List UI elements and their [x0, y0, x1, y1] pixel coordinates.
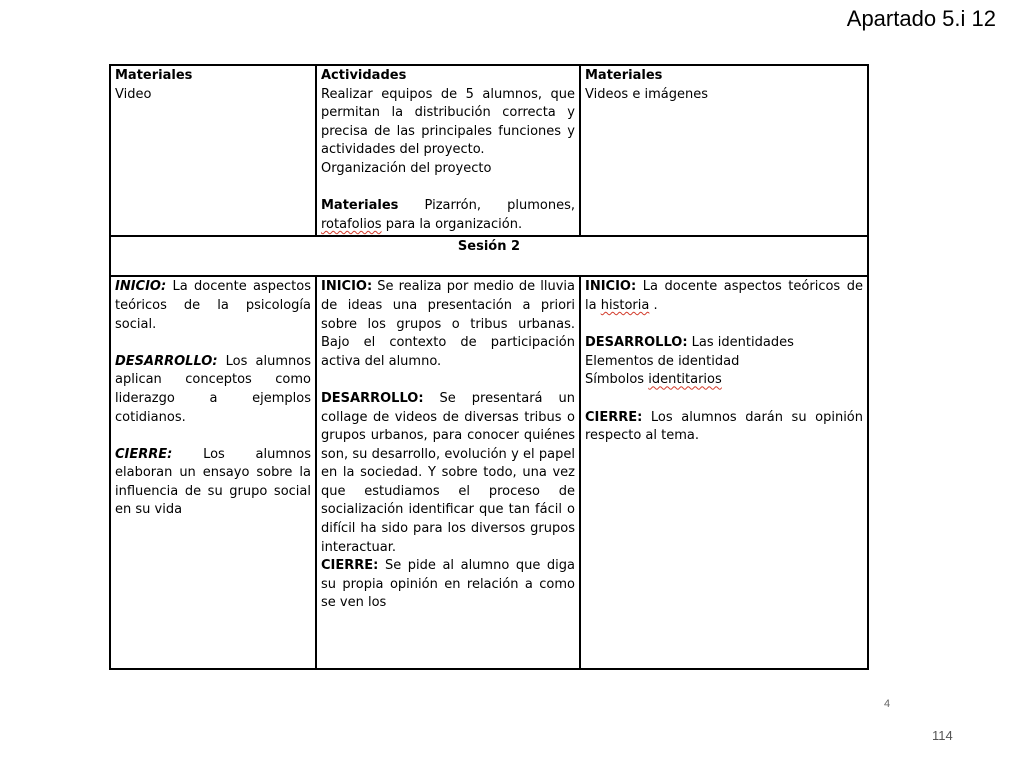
- document-page-marker: 4: [884, 698, 891, 710]
- col3-desarrollo-text: Las identidades: [691, 335, 794, 351]
- col3-inicio-end: .: [653, 297, 658, 313]
- col2-inicio: [321, 278, 575, 371]
- col3-line2: Elementos de identidad: [585, 353, 740, 369]
- materials-heading-3: Materiales: [585, 68, 663, 83]
- col1-inicio-label: INICIO:: [115, 279, 167, 295]
- col3-line3-text: Símbolos: [585, 372, 645, 388]
- col1-cierre-text: Los alumnos elaboran un ensayo sobre la influencia de su grupo social en su vida: [115, 446, 311, 518]
- lesson-plan-table: [109, 64, 869, 670]
- col3-cierre-label: CIERRE:: [585, 409, 643, 425]
- col2-cierre: [321, 557, 575, 613]
- activities-materials-word: rotafolios: [321, 216, 382, 232]
- activities-line2: Organización del proyecto: [321, 160, 492, 176]
- col3-line3-word: identitarios: [648, 372, 722, 388]
- col3-line3: [585, 371, 863, 390]
- col2-cierre-label: CIERRE:: [321, 558, 379, 574]
- col3-cierre: [585, 409, 863, 446]
- col2-inicio-text: Se realiza por medio de lluvia de ideas una presentación a priori sobre los grupos o tribus urbanas. Bajo el contexto de participación activa del alumno.: [321, 279, 575, 369]
- materials-row: [110, 65, 868, 236]
- col1-cierre: [115, 446, 311, 520]
- activities-heading: Actividades: [321, 68, 407, 83]
- materials-value: Video: [115, 86, 152, 102]
- col1-inicio-text: La docente aspectos teóricos de la psicología social.: [115, 279, 311, 332]
- slide-page-number: 114: [932, 728, 953, 743]
- col3-inicio-label: INICIO:: [585, 279, 637, 295]
- col2-desarrollo-label: DESARROLLO:: [321, 390, 424, 406]
- activities-materials-rest: para la organización.: [385, 216, 523, 232]
- col2-inicio-label: INICIO:: [321, 279, 373, 295]
- activities-materials-label: Materiales: [321, 198, 399, 214]
- slide-title: Apartado 5.i 12: [846, 6, 996, 31]
- col1-desarrollo-label: DESARROLLO:: [115, 353, 218, 369]
- col3-cierre-text: Los alumnos darán su opinión respecto al tema.: [585, 409, 863, 444]
- col1-desarrollo-text: Los alumnos aplican conceptos como liderazgo a ejemplos cotidianos.: [115, 353, 311, 425]
- col3-desarrollo-label: DESARROLLO:: [585, 335, 688, 351]
- col2-cierre-text: Se pide al alumno que diga su propia opinión en relación a como se ven los: [321, 558, 575, 611]
- activities-materials-text: Pizarrón, plumones,: [424, 198, 575, 214]
- session-cell-2: [316, 276, 580, 669]
- col1-inicio: [115, 278, 311, 334]
- materials-cell-1: [110, 65, 316, 236]
- session-cell-3: [580, 276, 868, 669]
- col3-inicio-word: historia: [600, 297, 650, 313]
- session-row: [110, 236, 868, 276]
- col3-inicio-text: La docente aspectos teóricos de la: [585, 279, 863, 313]
- col3-desarrollo: [585, 334, 863, 353]
- session-heading: Sesión 2: [110, 236, 868, 276]
- materials-cell-3: [580, 65, 868, 236]
- col1-cierre-label: CIERRE:: [115, 446, 173, 462]
- materials-heading: Materiales: [115, 68, 193, 83]
- col2-desarrollo: [321, 390, 575, 557]
- session-content-row: [110, 276, 868, 669]
- col3-inicio: [585, 278, 863, 315]
- activities-cell: [316, 65, 580, 236]
- col2-desarrollo-text: Se presentará un collage de videos de diversas tribus o grupos urbanos, para conocer quiénes son, su desarrollo, evolución y el papel en la sociedad. Y sobre todo, una vez que estudiamos el proceso de socialización identificar que tan fácil o difícil ha sido para los diversos grupos interactuar.: [321, 390, 575, 555]
- col1-desarrollo: [115, 353, 311, 427]
- activities-text: Realizar equipos de 5 alumnos, que permitan la distribución correcta y precisa de las principales funciones y actividades del proyecto.: [321, 86, 575, 158]
- session-cell-1: [110, 276, 316, 669]
- activities-materials: [321, 197, 575, 234]
- materials-value-3: Videos e imágenes: [585, 86, 708, 102]
